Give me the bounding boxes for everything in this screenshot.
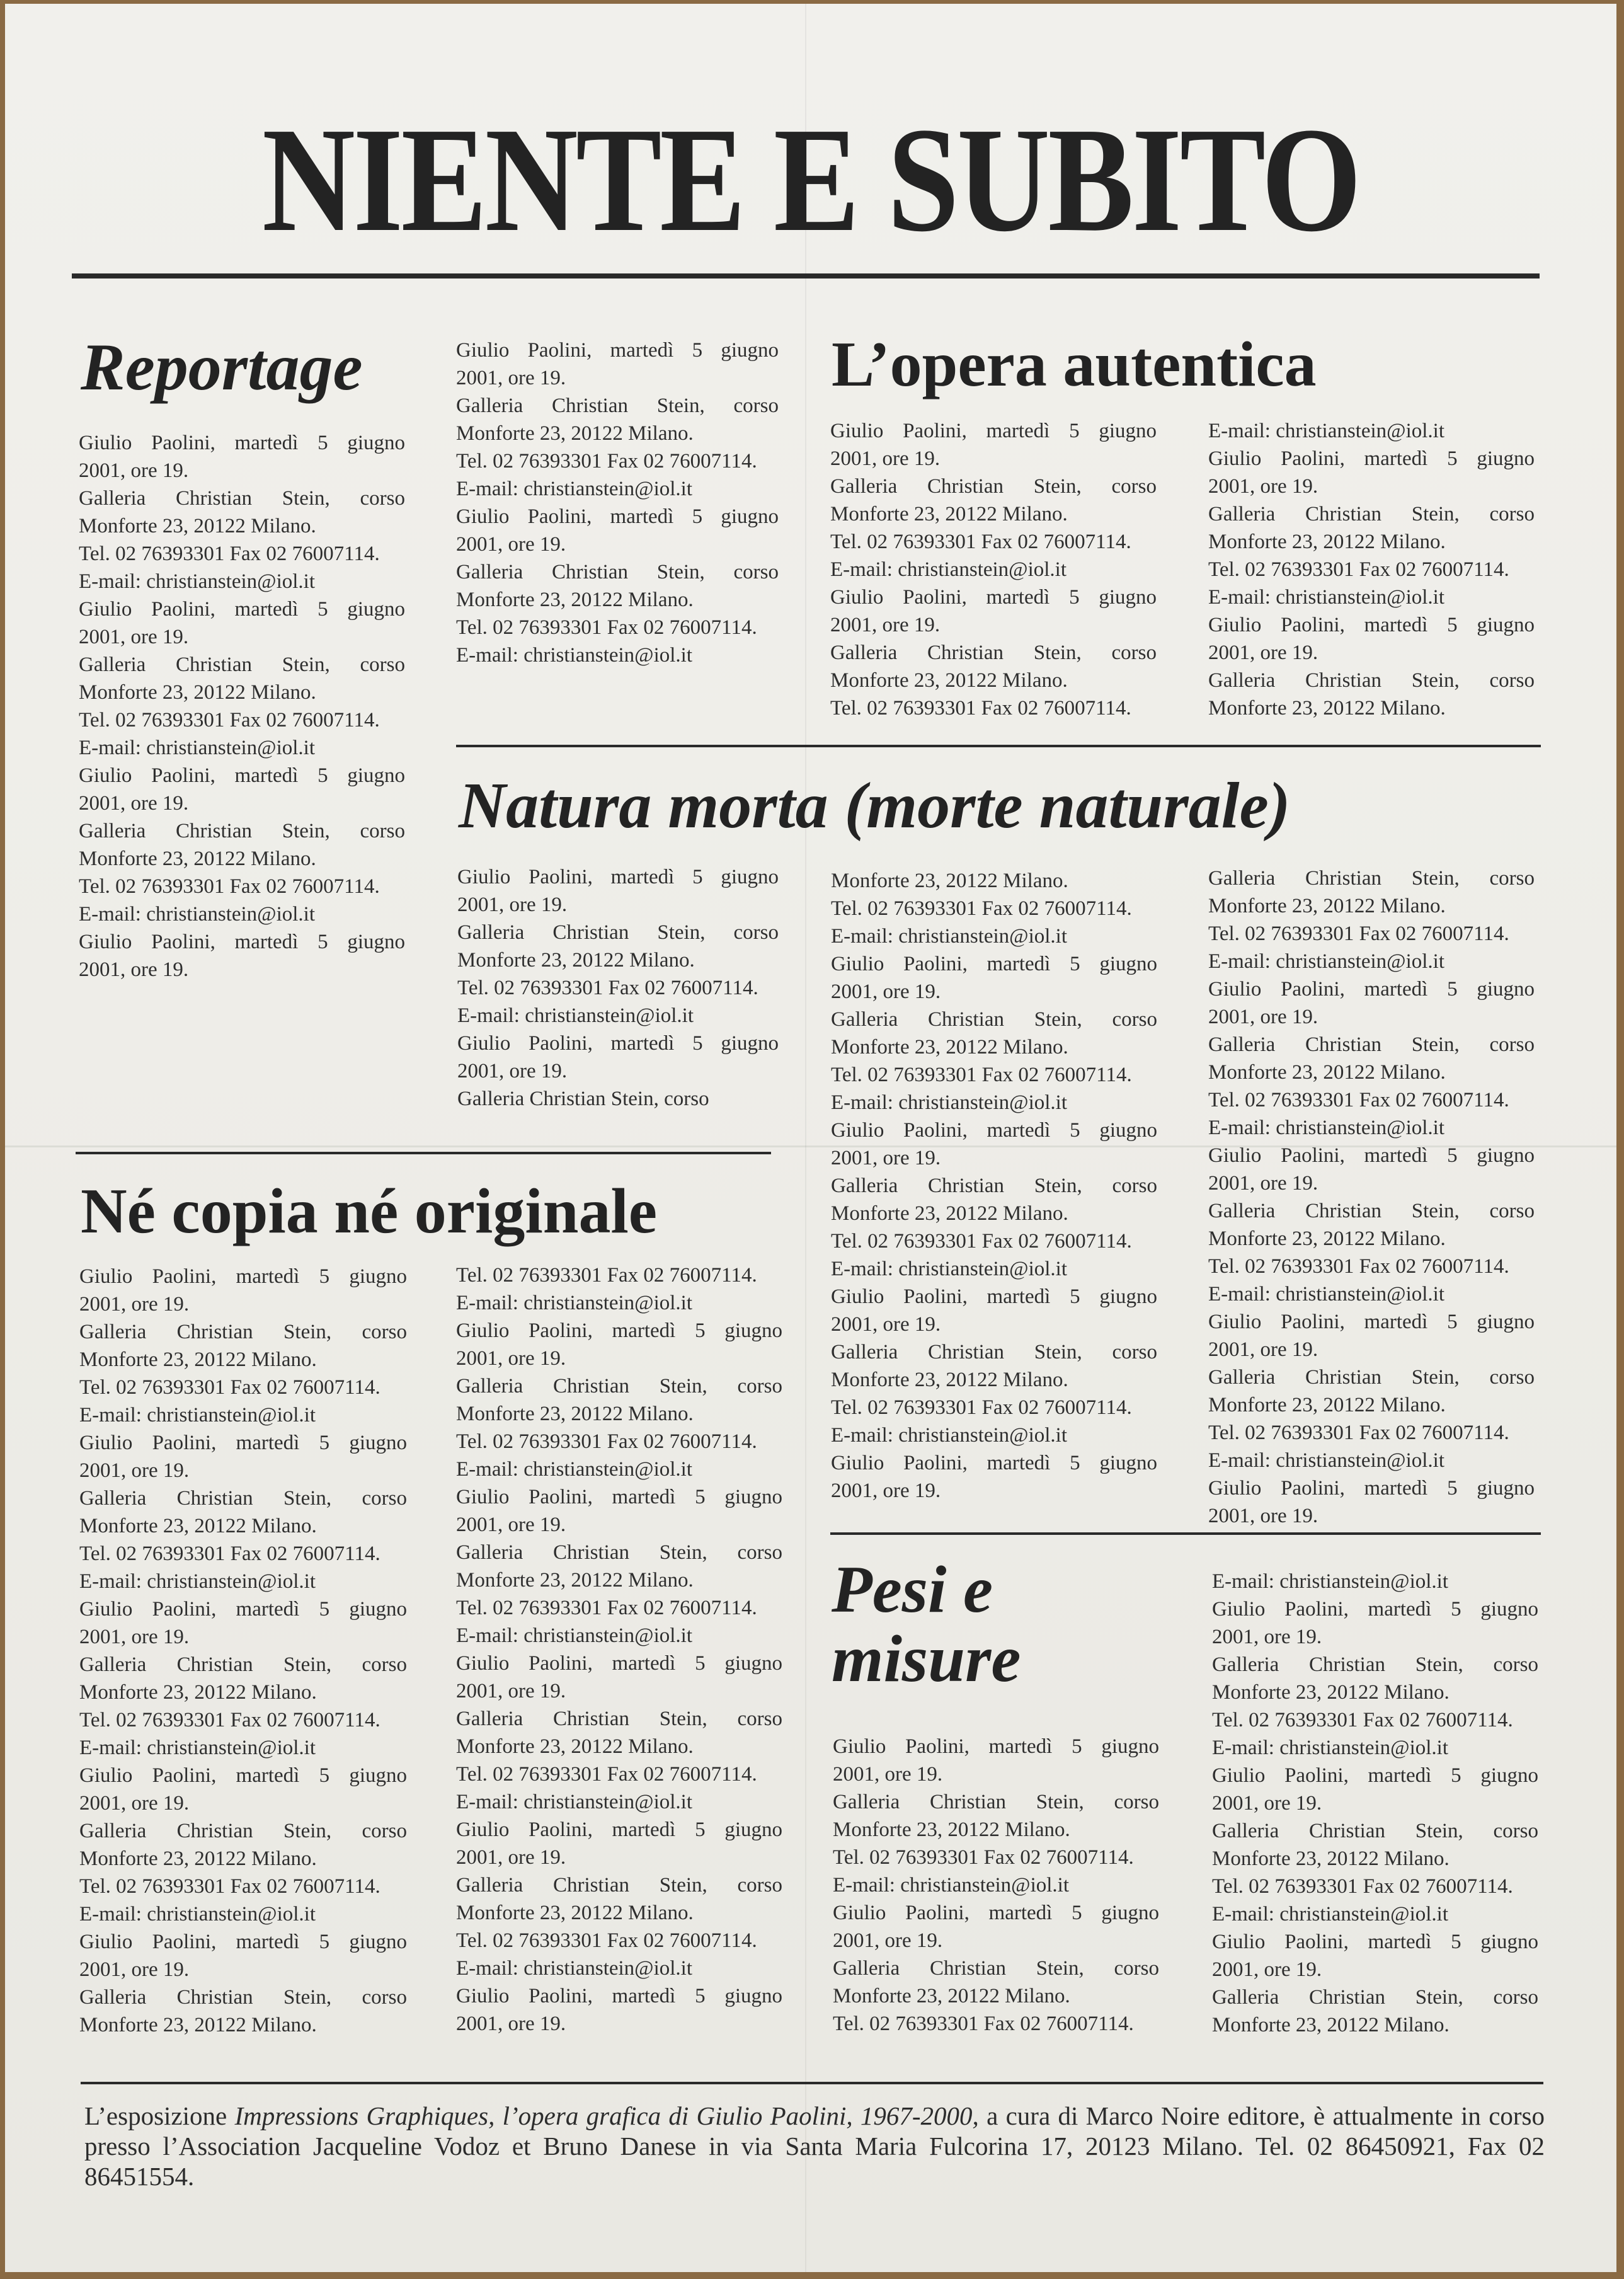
text-line: E-mail: christianstein@iol.it bbox=[456, 478, 692, 500]
text-line: E-mail: christianstein@iol.it bbox=[831, 1424, 1067, 1447]
text-line: E-mail: christianstein@iol.it bbox=[79, 737, 315, 759]
text-line: E-mail: christianstein@iol.it bbox=[79, 903, 315, 926]
text-line: Giulio Paolini, martedì 5 giugno bbox=[456, 1652, 782, 1675]
text-line: Tel. 02 76393301 Fax 02 76007114. bbox=[1212, 1709, 1513, 1731]
text-line: Giulio Paolini, martedì 5 giugno bbox=[830, 420, 1157, 442]
text-line: E-mail: christianstein@iol.it bbox=[1208, 1449, 1444, 1472]
text-line: E-mail: christianstein@iol.it bbox=[456, 1791, 692, 1813]
text-line: 2001, ore 19. bbox=[79, 1792, 190, 1815]
text-line: Galleria Christian Stein, corso bbox=[1208, 503, 1535, 525]
text-line: 2001, ore 19. bbox=[79, 626, 189, 648]
text-line: 2001, ore 19. bbox=[79, 792, 189, 815]
text-line: Tel. 02 76393301 Fax 02 76007114. bbox=[456, 1430, 757, 1453]
text-line: Galleria Christian Stein, corso bbox=[1208, 669, 1535, 692]
text-line: Monforte 23, 20122 Milano. bbox=[831, 1202, 1068, 1225]
text-line: Galleria Christian Stein, corso bbox=[79, 1487, 407, 1510]
text-line: Tel. 02 76393301 Fax 02 76007114. bbox=[833, 1846, 1134, 1869]
text-line: Monforte 23, 20122 Milano. bbox=[1208, 531, 1446, 553]
text-line: E-mail: christianstein@iol.it bbox=[79, 1570, 316, 1593]
heading-copia-originale: Né copia né originale bbox=[81, 1176, 658, 1247]
text-line: Tel. 02 76393301 Fax 02 76007114. bbox=[79, 1875, 380, 1898]
text-line: 2001, ore 19. bbox=[831, 1313, 941, 1336]
text-line: Galleria Christian Stein, corso bbox=[456, 1375, 782, 1398]
column-natura-3 bbox=[1208, 864, 1535, 1530]
text-line: Galleria Christian Stein, corso bbox=[833, 1957, 1159, 1980]
text-line: Giulio Paolini, martedì 5 giugno bbox=[79, 1432, 407, 1454]
footer-note bbox=[84, 2101, 1545, 2191]
text-line: Monforte 23, 20122 Milano. bbox=[1208, 1394, 1446, 1416]
text-line: Galleria Christian Stein, corso bbox=[79, 653, 405, 676]
text-line: E-mail: christianstein@iol.it bbox=[456, 644, 692, 667]
text-line: Tel. 02 76393301 Fax 02 76007114. bbox=[1208, 558, 1509, 581]
column-pesi-1 bbox=[833, 1733, 1159, 2038]
column-pesi-2 bbox=[1212, 1568, 1538, 2039]
text-line: E-mail: christianstein@iol.it bbox=[831, 1258, 1067, 1280]
text-line: E-mail: christianstein@iol.it bbox=[1208, 586, 1444, 609]
text-line: Tel. 02 76393301 Fax 02 76007114. bbox=[456, 1264, 757, 1287]
text-line: Galleria Christian Stein, corso bbox=[831, 1174, 1157, 1197]
text-line: 2001, ore 19. bbox=[79, 1293, 190, 1316]
text-line: Monforte 23, 20122 Milano. bbox=[831, 1036, 1068, 1059]
column-copia-1 bbox=[79, 1263, 407, 2039]
text-line: Tel. 02 76393301 Fax 02 76007114. bbox=[456, 450, 757, 473]
text-line: Giulio Paolini, martedì 5 giugno bbox=[833, 1902, 1159, 1924]
text-line: Tel. 02 76393301 Fax 02 76007114. bbox=[456, 1597, 757, 1619]
text-line: Tel. 02 76393301 Fax 02 76007114. bbox=[831, 1064, 1132, 1086]
text-line: Tel. 02 76393301 Fax 02 76007114. bbox=[831, 897, 1132, 920]
text-line: E-mail: christianstein@iol.it bbox=[456, 1624, 692, 1647]
text-line: 2001, ore 19. bbox=[456, 2012, 566, 2035]
text-line: Tel. 02 76393301 Fax 02 76007114. bbox=[456, 1763, 757, 1786]
text-line: Monforte 23, 20122 Milano. bbox=[456, 1902, 694, 1924]
text-line: Monforte 23, 20122 Milano. bbox=[456, 1735, 694, 1758]
text-line: Tel. 02 76393301 Fax 02 76007114. bbox=[79, 875, 380, 898]
text-line: Monforte 23, 20122 Milano. bbox=[1208, 895, 1446, 917]
text-line: E-mail: christianstein@iol.it bbox=[79, 570, 315, 593]
text-line: Tel. 02 76393301 Fax 02 76007114. bbox=[79, 542, 380, 565]
text-line: Giulio Paolini, martedì 5 giugno bbox=[457, 866, 779, 888]
text-line: E-mail: christianstein@iol.it bbox=[830, 558, 1066, 581]
text-line: Giulio Paolini, martedì 5 giugno bbox=[1208, 1311, 1535, 1333]
text-line: Tel. 02 76393301 Fax 02 76007114. bbox=[79, 709, 380, 732]
text-line: Tel. 02 76393301 Fax 02 76007114. bbox=[79, 1709, 380, 1731]
text-line: Monforte 23, 20122 Milano. bbox=[1212, 1681, 1450, 1704]
rule-copia bbox=[76, 1152, 771, 1154]
text-line: E-mail: christianstein@iol.it bbox=[456, 1458, 692, 1481]
text-line: Monforte 23, 20122 Milano. bbox=[79, 1847, 317, 1870]
text-line: 2001, ore 19. bbox=[831, 1479, 941, 1502]
text-line: Monforte 23, 20122 Milano. bbox=[456, 1569, 694, 1592]
text-line: Tel. 02 76393301 Fax 02 76007114. bbox=[830, 697, 1131, 720]
text-line: Tel. 02 76393301 Fax 02 76007114. bbox=[1212, 1875, 1513, 1898]
text-line: 2001, ore 19. bbox=[457, 1060, 568, 1082]
text-line: E-mail: christianstein@iol.it bbox=[833, 1874, 1069, 1897]
text-line: Tel. 02 76393301 Fax 02 76007114. bbox=[1208, 1421, 1509, 1444]
text-line: Galleria Christian Stein, corso bbox=[831, 1008, 1157, 1031]
text-line: Monforte 23, 20122 Milano. bbox=[79, 2014, 317, 2036]
text-line: Galleria Christian Stein, corso bbox=[456, 1874, 782, 1897]
text-line: Giulio Paolini, martedì 5 giugno bbox=[79, 764, 405, 787]
footer-text-lead: L’esposizione bbox=[84, 2101, 235, 2130]
text-line: Monforte 23, 20122 Milano. bbox=[831, 870, 1068, 892]
text-line: Galleria Christian Stein, corso bbox=[833, 1791, 1159, 1813]
text-line: E-mail: christianstein@iol.it bbox=[1212, 1570, 1448, 1593]
text-line: Galleria Christian Stein, corso bbox=[830, 475, 1157, 498]
text-line: Monforte 23, 20122 Milano. bbox=[79, 681, 316, 704]
text-line: 2001, ore 19. bbox=[831, 980, 941, 1003]
text-line: Tel. 02 76393301 Fax 02 76007114. bbox=[79, 1376, 380, 1399]
text-line: 2001, ore 19. bbox=[833, 1763, 943, 1786]
text-line: Galleria Christian Stein, corso bbox=[79, 1653, 407, 1676]
text-line: E-mail: christianstein@iol.it bbox=[79, 1737, 316, 1759]
text-line: Galleria Christian Stein, corso bbox=[830, 641, 1157, 664]
column-copia-2 bbox=[456, 1261, 782, 2038]
text-line: Giulio Paolini, martedì 5 giugno bbox=[1208, 1144, 1535, 1167]
text-line: Giulio Paolini, martedì 5 giugno bbox=[456, 1985, 782, 2007]
text-line: 2001, ore 19. bbox=[79, 1626, 190, 1648]
text-line: Giulio Paolini, martedì 5 giugno bbox=[831, 1119, 1157, 1142]
text-line: E-mail: christianstein@iol.it bbox=[79, 1903, 316, 1926]
text-line: Galleria Christian Stein, corso bbox=[456, 394, 779, 417]
text-line: Giulio Paolini, martedì 5 giugno bbox=[456, 1818, 782, 1841]
text-line: Galleria Christian Stein, corso bbox=[1212, 1986, 1538, 2009]
rule-footer bbox=[81, 2082, 1543, 2084]
text-line: Tel. 02 76393301 Fax 02 76007114. bbox=[831, 1230, 1132, 1253]
text-line: 2001, ore 19. bbox=[456, 1347, 566, 1370]
heading-reportage: Reportage bbox=[81, 330, 363, 404]
text-line: 2001, ore 19. bbox=[833, 1929, 943, 1952]
rule-natura bbox=[456, 745, 1541, 747]
text-line: E-mail: christianstein@iol.it bbox=[1212, 1737, 1448, 1759]
text-line: 2001, ore 19. bbox=[79, 1459, 190, 1482]
text-line: 2001, ore 19. bbox=[456, 1513, 566, 1536]
text-line: Monforte 23, 20122 Milano. bbox=[456, 422, 694, 445]
text-line: Tel. 02 76393301 Fax 02 76007114. bbox=[456, 616, 757, 639]
text-line: Monforte 23, 20122 Milano. bbox=[1212, 2014, 1450, 2036]
text-line: Giulio Paolini, martedì 5 giugno bbox=[833, 1735, 1159, 1758]
text-line: Galleria Christian Stein, corso bbox=[1212, 1820, 1538, 1842]
text-line: Monforte 23, 20122 Milano. bbox=[1208, 1061, 1446, 1084]
text-line: Monforte 23, 20122 Milano. bbox=[833, 1818, 1070, 1841]
text-line: 2001, ore 19. bbox=[830, 614, 941, 636]
text-line: 2001, ore 19. bbox=[457, 893, 568, 916]
text-line: Giulio Paolini, martedì 5 giugno bbox=[456, 505, 779, 528]
text-line: Giulio Paolini, martedì 5 giugno bbox=[79, 598, 405, 621]
text-line: E-mail: christianstein@iol.it bbox=[457, 1004, 694, 1027]
text-line: Monforte 23, 20122 Milano. bbox=[79, 1348, 317, 1371]
text-line: Tel. 02 76393301 Fax 02 76007114. bbox=[79, 1542, 380, 1565]
text-line: Giulio Paolini, martedì 5 giugno bbox=[1212, 1931, 1538, 1953]
text-line: Tel. 02 76393301 Fax 02 76007114. bbox=[1208, 1255, 1509, 1278]
text-line: Tel. 02 76393301 Fax 02 76007114. bbox=[1208, 922, 1509, 945]
text-line: E-mail: christianstein@iol.it bbox=[1208, 1117, 1444, 1139]
text-line: Monforte 23, 20122 Milano. bbox=[1208, 1227, 1446, 1250]
poster-sheet bbox=[5, 4, 1616, 2272]
text-line: Galleria Christian Stein, corso bbox=[79, 1321, 407, 1343]
text-line: Giulio Paolini, martedì 5 giugno bbox=[1208, 614, 1535, 636]
rule-pesi bbox=[830, 1532, 1541, 1535]
column-natura-1 bbox=[457, 863, 779, 1113]
text-line: Giulio Paolini, martedì 5 giugno bbox=[831, 1285, 1157, 1308]
text-line: Monforte 23, 20122 Milano. bbox=[79, 1515, 317, 1537]
text-line: Giulio Paolini, martedì 5 giugno bbox=[456, 1319, 782, 1342]
text-line: Monforte 23, 20122 Milano. bbox=[833, 1985, 1070, 2007]
masthead-title: NIENTE E SUBITO bbox=[262, 97, 1359, 263]
heading-natura-morta: Natura morta (morte naturale) bbox=[459, 769, 1291, 842]
text-line: Giulio Paolini, martedì 5 giugno bbox=[79, 931, 405, 953]
text-line: E-mail: christianstein@iol.it bbox=[1212, 1903, 1448, 1926]
text-line: 2001, ore 19. bbox=[456, 1680, 566, 1702]
text-line: Monforte 23, 20122 Milano. bbox=[456, 588, 694, 611]
text-line: 2001, ore 19. bbox=[79, 958, 189, 981]
column-natura-2 bbox=[831, 867, 1157, 1505]
text-line: 2001, ore 19. bbox=[1208, 1505, 1318, 1527]
text-line: Tel. 02 76393301 Fax 02 76007114. bbox=[830, 531, 1131, 553]
text-line: Monforte 23, 20122 Milano. bbox=[1212, 1847, 1450, 1870]
text-line: Giulio Paolini, martedì 5 giugno bbox=[79, 1265, 407, 1288]
heading-pesi-misure: Pesi e misure bbox=[832, 1553, 1021, 1696]
text-line: Giulio Paolini, martedì 5 giugno bbox=[456, 339, 779, 362]
text-line: Tel. 02 76393301 Fax 02 76007114. bbox=[457, 977, 758, 999]
text-line: Tel. 02 76393301 Fax 02 76007114. bbox=[456, 1929, 757, 1952]
text-line: 2001, ore 19. bbox=[79, 459, 189, 482]
text-line: E-mail: christianstein@iol.it bbox=[1208, 420, 1444, 442]
text-line: Galleria Christian Stein, corso bbox=[456, 1541, 782, 1564]
text-line: Giulio Paolini, martedì 5 giugno bbox=[831, 953, 1157, 975]
text-line: E-mail: christianstein@iol.it bbox=[831, 1091, 1067, 1114]
text-line: Giulio Paolini, martedì 5 giugno bbox=[1208, 1477, 1535, 1500]
text-line: Giulio Paolini, martedì 5 giugno bbox=[831, 1452, 1157, 1474]
text-line: Galleria Christian Stein, corso bbox=[831, 1341, 1157, 1363]
footer-exhibition-title: Impressions Graphiques, l’opera grafica di Giulio Paolini, 1967-2000, bbox=[234, 2101, 979, 2130]
text-line: Monforte 23, 20122 Milano. bbox=[830, 669, 1068, 692]
text-line: Galleria Christian Stein, corso bbox=[457, 1088, 709, 1110]
text-line: Tel. 02 76393301 Fax 02 76007114. bbox=[833, 2012, 1134, 2035]
text-line: 2001, ore 19. bbox=[1208, 1172, 1318, 1195]
text-line: 2001, ore 19. bbox=[1208, 641, 1318, 664]
text-line: Giulio Paolini, martedì 5 giugno bbox=[457, 1032, 779, 1055]
text-line: Galleria Christian Stein, corso bbox=[1208, 1033, 1535, 1056]
footer-text-body: a cura di Marco Noire editore, è attualmente in corso presso l’Association Jacqueline Vodoz et Bruno Danese in via Santa Maria Fulcorina 17, 20123 Milano. Tel. 02 86450921, Fax 02 86451554. bbox=[84, 2101, 1545, 2191]
fold-crease-vertical bbox=[805, 4, 806, 2272]
text-line: 2001, ore 19. bbox=[1208, 1006, 1318, 1028]
text-line: Monforte 23, 20122 Milano. bbox=[830, 503, 1068, 525]
text-line: Galleria Christian Stein, corso bbox=[1208, 1366, 1535, 1389]
text-line: Monforte 23, 20122 Milano. bbox=[79, 515, 316, 537]
text-line: Giulio Paolini, martedì 5 giugno bbox=[456, 1486, 782, 1508]
heading-opera-autentica: L’opera autentica bbox=[832, 329, 1317, 400]
text-line: Monforte 23, 20122 Milano. bbox=[79, 847, 316, 870]
text-line: Monforte 23, 20122 Milano. bbox=[457, 949, 695, 972]
text-line: Giulio Paolini, martedì 5 giugno bbox=[79, 1598, 407, 1621]
text-line: 2001, ore 19. bbox=[456, 367, 566, 389]
text-line: Galleria Christian Stein, corso bbox=[79, 1986, 407, 2009]
text-line: Tel. 02 76393301 Fax 02 76007114. bbox=[831, 1396, 1132, 1419]
text-line: Monforte 23, 20122 Milano. bbox=[831, 1369, 1068, 1391]
text-line: 2001, ore 19. bbox=[1208, 1338, 1318, 1361]
text-line: Monforte 23, 20122 Milano. bbox=[456, 1403, 694, 1425]
text-line: 2001, ore 19. bbox=[456, 533, 566, 556]
text-line: Galleria Christian Stein, corso bbox=[456, 561, 779, 583]
text-line: 2001, ore 19. bbox=[1208, 475, 1318, 498]
text-line: Galleria Christian Stein, corso bbox=[79, 487, 405, 510]
column-reportage bbox=[79, 429, 405, 984]
text-line: Galleria Christian Stein, corso bbox=[456, 1708, 782, 1730]
text-line: E-mail: christianstein@iol.it bbox=[1208, 1283, 1444, 1306]
text-line: Galleria Christian Stein, corso bbox=[1208, 867, 1535, 890]
text-line: 2001, ore 19. bbox=[831, 1147, 941, 1169]
text-line: E-mail: christianstein@iol.it bbox=[831, 925, 1067, 948]
text-line: 2001, ore 19. bbox=[456, 1846, 566, 1869]
text-line: Tel. 02 76393301 Fax 02 76007114. bbox=[1208, 1089, 1509, 1111]
masthead-rule bbox=[72, 273, 1540, 278]
text-line: 2001, ore 19. bbox=[1212, 1626, 1322, 1648]
text-line: Giulio Paolini, martedì 5 giugno bbox=[79, 432, 405, 454]
text-line: Giulio Paolini, martedì 5 giugno bbox=[79, 1764, 407, 1787]
text-line: Giulio Paolini, martedì 5 giugno bbox=[79, 1931, 407, 1953]
column-reportage-continued bbox=[456, 336, 779, 669]
text-line: Giulio Paolini, martedì 5 giugno bbox=[830, 586, 1157, 609]
text-line: Monforte 23, 20122 Milano. bbox=[79, 1681, 317, 1704]
text-line: Giulio Paolini, martedì 5 giugno bbox=[1208, 447, 1535, 470]
text-line: Galleria Christian Stein, corso bbox=[457, 921, 779, 944]
text-line: Giulio Paolini, martedì 5 giugno bbox=[1212, 1764, 1538, 1787]
column-opera-2 bbox=[1208, 417, 1535, 722]
text-line: Galleria Christian Stein, corso bbox=[79, 1820, 407, 1842]
text-line: 2001, ore 19. bbox=[79, 1958, 190, 1981]
text-line: Galleria Christian Stein, corso bbox=[79, 820, 405, 842]
column-opera-1 bbox=[830, 417, 1157, 722]
text-line: Giulio Paolini, martedì 5 giugno bbox=[1212, 1598, 1538, 1621]
text-line: E-mail: christianstein@iol.it bbox=[1208, 950, 1444, 973]
text-line: 2001, ore 19. bbox=[1212, 1958, 1322, 1981]
text-line: 2001, ore 19. bbox=[1212, 1792, 1322, 1815]
text-line: E-mail: christianstein@iol.it bbox=[456, 1292, 692, 1314]
text-line: E-mail: christianstein@iol.it bbox=[456, 1957, 692, 1980]
text-line: Galleria Christian Stein, corso bbox=[1208, 1200, 1535, 1222]
text-line: Galleria Christian Stein, corso bbox=[1212, 1653, 1538, 1676]
text-line: E-mail: christianstein@iol.it bbox=[79, 1404, 316, 1427]
text-line: Giulio Paolini, martedì 5 giugno bbox=[1208, 978, 1535, 1001]
text-line: Monforte 23, 20122 Milano. bbox=[1208, 697, 1446, 720]
text-line: 2001, ore 19. bbox=[830, 447, 941, 470]
